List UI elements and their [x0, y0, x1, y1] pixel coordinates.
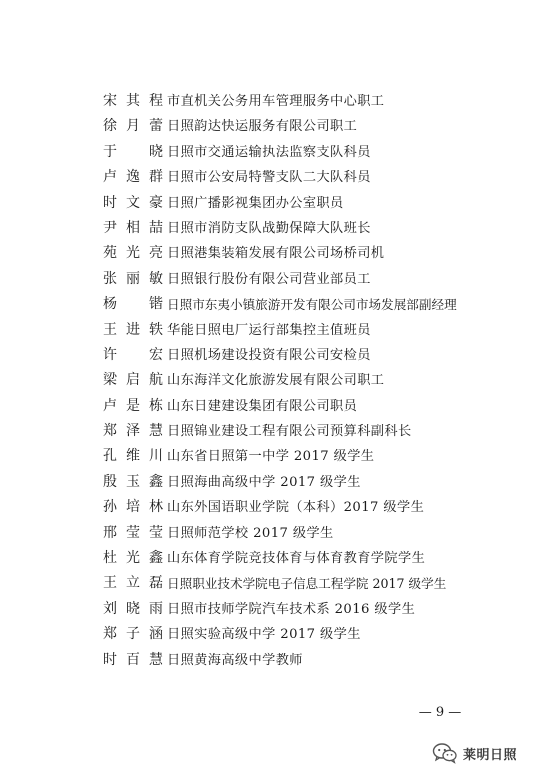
person-name: 孔维川 [103, 448, 163, 465]
person-name: 张丽敏 [103, 270, 163, 287]
list-item [0, 318, 550, 343]
person-affiliation: 日照海曲高级中学 2017 级学生 [167, 474, 361, 490]
person-affiliation: 市直机关公务用车管理服务中心职工 [167, 94, 385, 109]
person-name: 许 宏 [103, 346, 163, 363]
person-affiliation: 山东外国语职业学院（本科）2017 级学生 [167, 500, 425, 516]
person-affiliation: 日照市技师学院汽车技术系 2016 级学生 [167, 601, 416, 617]
person-affiliation: 日照广播影视集团办公室职员 [167, 195, 344, 211]
person-name: 杨 锴 [103, 296, 163, 313]
list-item [0, 292, 550, 317]
person-name: 郑泽慧 [103, 423, 163, 440]
list-item [0, 368, 550, 393]
person-name: 王进轶 [103, 321, 163, 338]
person-affiliation: 日照市东夷小镇旅游开发有限公司市场发展部副经理 [167, 297, 457, 313]
person-affiliation: 山东体育学院竞技体育与体育教育学院学生 [167, 551, 426, 567]
person-affiliation: 日照师范学校 2017 级学生 [167, 525, 334, 541]
list-item [0, 114, 550, 139]
person-name: 殷玉鑫 [103, 473, 163, 490]
list-item [0, 571, 550, 596]
person-name: 杜光鑫 [103, 550, 163, 567]
person-name: 宋其程 [103, 93, 163, 109]
person-affiliation: 山东省日照第一中学 2017 级学生 [167, 449, 375, 465]
list-item [0, 140, 550, 165]
person-name: 卢逸群 [103, 169, 163, 186]
list-item [0, 444, 550, 469]
list-item [0, 343, 550, 368]
person-name: 尹相喆 [103, 219, 163, 236]
list-item [0, 521, 550, 546]
person-affiliation: 日照市公安局特警支队二大队科员 [167, 170, 371, 186]
person-name: 王立磊 [103, 575, 163, 592]
person-affiliation: 日照韵达快运服务有限公司职工 [167, 119, 358, 135]
person-name: 梁启航 [103, 372, 163, 389]
person-affiliation: 日照锦业建设工程有限公司预算科副科长 [167, 424, 412, 440]
list-item [0, 495, 550, 520]
watermark [432, 740, 542, 766]
person-name: 邢莹莹 [103, 524, 163, 541]
person-affiliation: 日照市交通运输执法监察支队科员 [167, 144, 371, 160]
person-affiliation: 日照实验高级中学 2017 级学生 [167, 627, 361, 643]
person-name: 郑子涵 [103, 626, 163, 643]
page-number: — 9 — [418, 705, 462, 720]
list-item [0, 394, 550, 419]
name-list [0, 89, 550, 673]
list-item [0, 419, 550, 444]
person-name: 徐月蕾 [103, 118, 163, 135]
person-affiliation: 山东海洋文化旅游发展有限公司职工 [167, 373, 385, 389]
list-item [0, 546, 550, 571]
person-name: 时百慧 [103, 651, 163, 668]
list-item [0, 597, 550, 622]
person-affiliation: 日照黄海高级中学教师 [167, 652, 303, 668]
person-name: 卢是栋 [103, 397, 163, 414]
list-item [0, 89, 550, 114]
list-item [0, 241, 550, 266]
person-affiliation: 日照机场建设投资有限公司安检员 [167, 347, 371, 363]
person-name: 刘晓雨 [103, 600, 163, 617]
list-item [0, 191, 550, 216]
list-item [0, 648, 550, 673]
wechat-icon [432, 742, 458, 764]
person-name: 孙培林 [103, 499, 163, 516]
watermark-text: 莱明日照 [463, 747, 518, 763]
list-item [0, 165, 550, 190]
person-affiliation: 日照职业技术学院电子信息工程学院 2017 级学生 [167, 576, 447, 592]
person-affiliation: 山东日建建设集团有限公司职员 [167, 398, 358, 414]
person-name: 于 晓 [103, 143, 163, 160]
list-item [0, 470, 550, 495]
person-affiliation: 华能日照电厂运行部集控主值班员 [167, 322, 371, 338]
person-affiliation: 日照港集装箱发展有限公司场桥司机 [167, 246, 385, 262]
list-item [0, 216, 550, 241]
list-item [0, 622, 550, 647]
person-affiliation: 日照市消防支队战勤保障大队班长 [167, 220, 371, 236]
person-affiliation: 日照银行股份有限公司营业部员工 [167, 271, 371, 287]
list-item [0, 267, 550, 292]
person-name: 苑光亮 [103, 245, 163, 262]
person-name: 时文豪 [103, 194, 163, 211]
